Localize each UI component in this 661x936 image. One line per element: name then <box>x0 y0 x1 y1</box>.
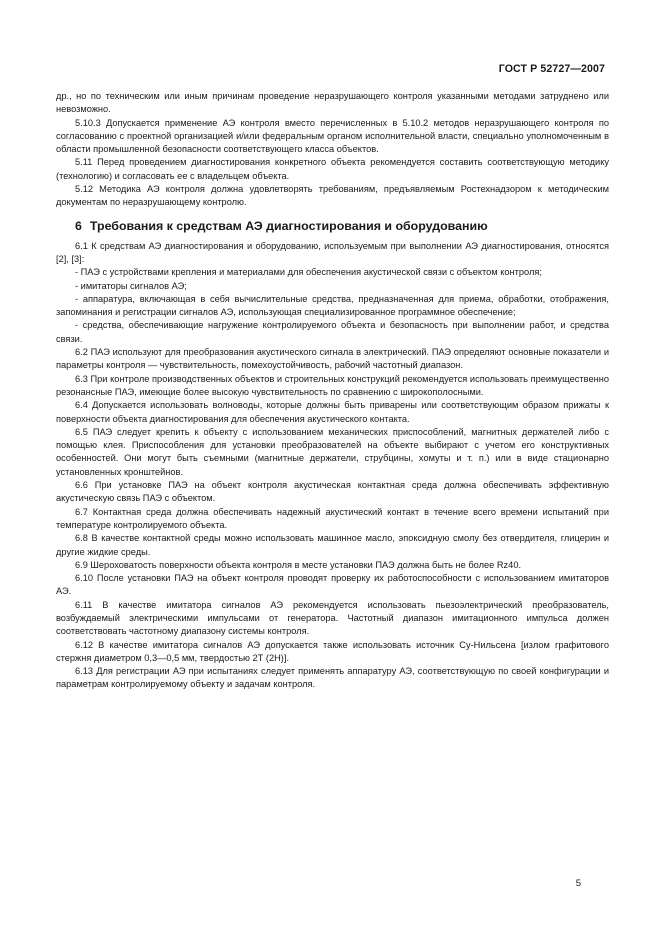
paragraph-continuation: др., но по техническим или иным причинам проведение неразрушающего контроля указанными методами затруднено или невозможно. <box>56 91 609 115</box>
paragraph-5-10-3: 5.10.3 Допускается применение АЭ контроля вместо перечисленных в 5.10.2 методов неразрушающего контроля по согласованию с проектной организацией и/или федеральным органом исполнительной власти, специально уполномоченным в области промышленной безопасности соответствующего класса объектов. <box>56 117 609 155</box>
paragraph-6-3: 6.3 При контроле производственных объектов и строительных конструкций рекомендуется использовать преимущественно резонансные ПАЭ, имеющие более высокую чувствительность по сравнению с широкополосными. <box>56 373 609 397</box>
paragraph-5-12: 5.12 Методика АЭ контроля должна удовлетворять требованиям, предъявляемым Ростехнадзором к методическим документам по неразрушающему контролю. <box>56 184 609 208</box>
paragraph-6-8: 6.8 В качестве контактной среды можно использовать машинное масло, эпоксидную смолу без отвердителя, глицерин и другие жидкие среды. <box>56 533 609 557</box>
paragraph-6-4: 6.4 Допускается использовать волноводы, которые должны быть приварены или соответствующим образом прижаты к поверхности объекта диагностирования для обеспечения акустического контакта. <box>56 400 609 424</box>
list-item: - ПАЭ с устройствами крепления и материалами для обеспечения акустической связи с объектом контроля; <box>75 267 542 278</box>
paragraph-6-10: 6.10 После установки ПАЭ на объект контроля проводят проверку их работоспособности с использованием имитаторов АЭ. <box>56 573 609 597</box>
paragraph-6-5: 6.5 ПАЭ следует крепить к объекту с использованием механических приспособлений, магнитных держателей либо с помощью клея. Приспособления для установки преобразователей на объекте выбирают с учетом его конструктивных особенностей. Они могут быть съемными (магнитные держатели, струбцины, хомуты и т. п.) или в виде стационарно установленных кронштейнов. <box>56 426 609 477</box>
list-item: - аппаратура, включающая в себя вычислительные средства, предназначенная для приема, обработки, отображения, запоминания и регистрации сигналов АЭ, использующая специализированное программное обеспечение; <box>56 293 609 318</box>
document-body <box>56 90 609 692</box>
paragraph-6-12: 6.12 В качестве имитатора сигналов АЭ допускается также использовать источник Су-Нильсена [излом графитового стержня диаметром 0,3—0,5 мм, твердостью 2Т (2Н)]. <box>56 639 609 663</box>
paragraph-6-2: 6.2 ПАЭ используют для преобразования акустического сигнала в электрический. ПАЭ определяют основные показатели и параметры контроля — чувствительность, помехоустойчивость, рабочий частотный диапазон. <box>56 347 609 371</box>
section-number: 6 <box>75 218 82 233</box>
list-item: - имитаторы сигналов АЭ; <box>75 280 187 291</box>
paragraph-6-9: 6.9 Шероховатость поверхности объекта контроля в месте установки ПАЭ должна быть не более Rz40. <box>75 559 522 570</box>
section-heading <box>56 218 609 234</box>
paragraph-6-1: 6.1 К средствам АЭ диагностирования и оборудованию, используемым при выполнении АЭ диагностирования, относятся [2], [3]: <box>56 240 609 264</box>
document-code: ГОСТ Р 52727—2007 <box>498 63 605 75</box>
page-number: 5 <box>575 878 581 889</box>
paragraph-6-6: 6.6 При установке ПАЭ на объект контроля акустическая контактная среда должна обеспечивать эффективную акустическую связь ПАЭ с объектом. <box>56 480 609 504</box>
paragraph-6-7: 6.7 Контактная среда должна обеспечивать надежный акустический контакт в течение всего времени испытаний при температуре контролируемого объекта. <box>56 506 609 530</box>
list-item: - средства, обеспечивающие нагружение контролируемого объекта и безопасность при выполнении работ, и средства связи. <box>56 320 609 344</box>
section-title-text: Требования к средствам АЭ диагностирования и оборудованию <box>89 218 488 233</box>
paragraph-5-11: 5.11 Перед проведением диагностирования конкретного объекта рекомендуется составить соответствующую методику (технологию) и согласовать ее с владельцем объекта. <box>56 157 609 181</box>
paragraph-6-13: 6.13 Для регистрации АЭ при испытаниях следует применять аппаратуру АЭ, соответствующую по своей конфигурации и параметрам контролируемому объекту и задачам контроля. <box>56 666 609 690</box>
paragraph-6-11: 6.11 В качестве имитатора сигналов АЭ рекомендуется использовать пьезоэлектрический преобразователь, возбуждаемый электрическими импульсами от генератора. Частотный диапазон имитационного импульса должен соответствовать частотному диапазону системы контроля. <box>56 599 609 637</box>
